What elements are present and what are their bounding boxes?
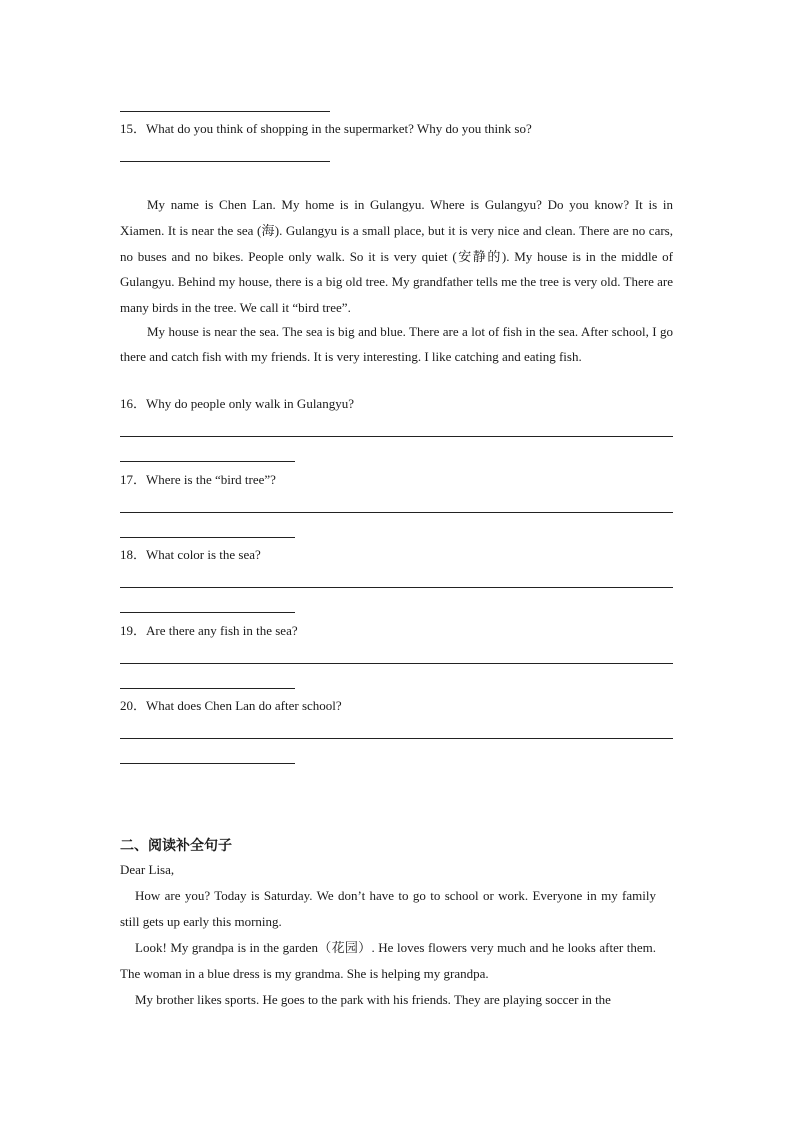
letter-body [120,883,656,1013]
question-text: What does Chen Lan do after school? [146,698,342,713]
question-18 [120,546,261,564]
question-number: 16． [120,396,147,411]
question-number: 19． [120,623,147,638]
question-text: Are there any fish in the sea? [146,623,298,638]
question-number: 18． [120,547,147,562]
question-number: 17． [120,472,147,487]
answer-line [120,612,295,613]
section-heading: 二、阅读补全句子 [120,838,232,854]
answer-line [120,688,295,689]
answer-line [120,587,673,588]
passage-text: My name is Chen Lan. My home is in Gulangyu. Where is Gulangyu? Do you know? It is in Xiamen. It is near the sea (海). Gulangyu is a small place, but it is very nice and clean. There are no cars, no buses and no bikes. People only walk. So it is very quiet (安静的). My house is in the middle of Gulangyu. Behind my house, there is a big old tree. My grandfather tells me the tree is very old. There are many birds in the tree. We call it “bird tree”. [120,197,673,316]
question-text: What color is the sea? [146,547,261,562]
question-number: 15． [120,121,147,136]
answer-line [120,161,330,162]
passage-text: My house is near the sea. The sea is big and blue. There are a lot of fish in the sea. After school, I go there and catch fish with my friends. It is very interesting. I like catching and eating fish. [120,324,673,364]
answer-line [120,436,673,437]
answer-line [120,537,295,538]
question-19 [120,622,298,640]
passage-paragraph-2 [120,320,673,369]
letter-paragraph: How are you? Today is Saturday. We don’t have to go to school or work. Everyone in my family still gets up early this morning. [120,888,656,929]
answer-line [120,111,330,112]
answer-line [120,763,295,764]
question-number: 20． [120,698,147,713]
letter-paragraph: My brother likes sports. He goes to the park with his friends. They are playing soccer in the [135,992,611,1007]
question-17 [120,471,276,489]
answer-line [120,738,673,739]
answer-line [120,663,673,664]
question-15 [120,120,532,138]
question-text: Where is the “bird tree”? [146,472,276,487]
letter-salutation: Dear Lisa, [120,862,175,877]
question-text: Why do people only walk in Gulangyu? [146,396,354,411]
question-16 [120,395,354,413]
answer-line [120,512,673,513]
passage-paragraph-1 [120,192,673,321]
answer-line [120,461,295,462]
letter-paragraph: Look! My grandpa is in the garden（花园）. He loves flowers very much and he looks after them. The woman in a blue dress is my grandma. She is helping my grandpa. [120,940,656,981]
question-text: What do you think of shopping in the supermarket? Why do you think so? [146,121,532,136]
question-20 [120,697,342,715]
